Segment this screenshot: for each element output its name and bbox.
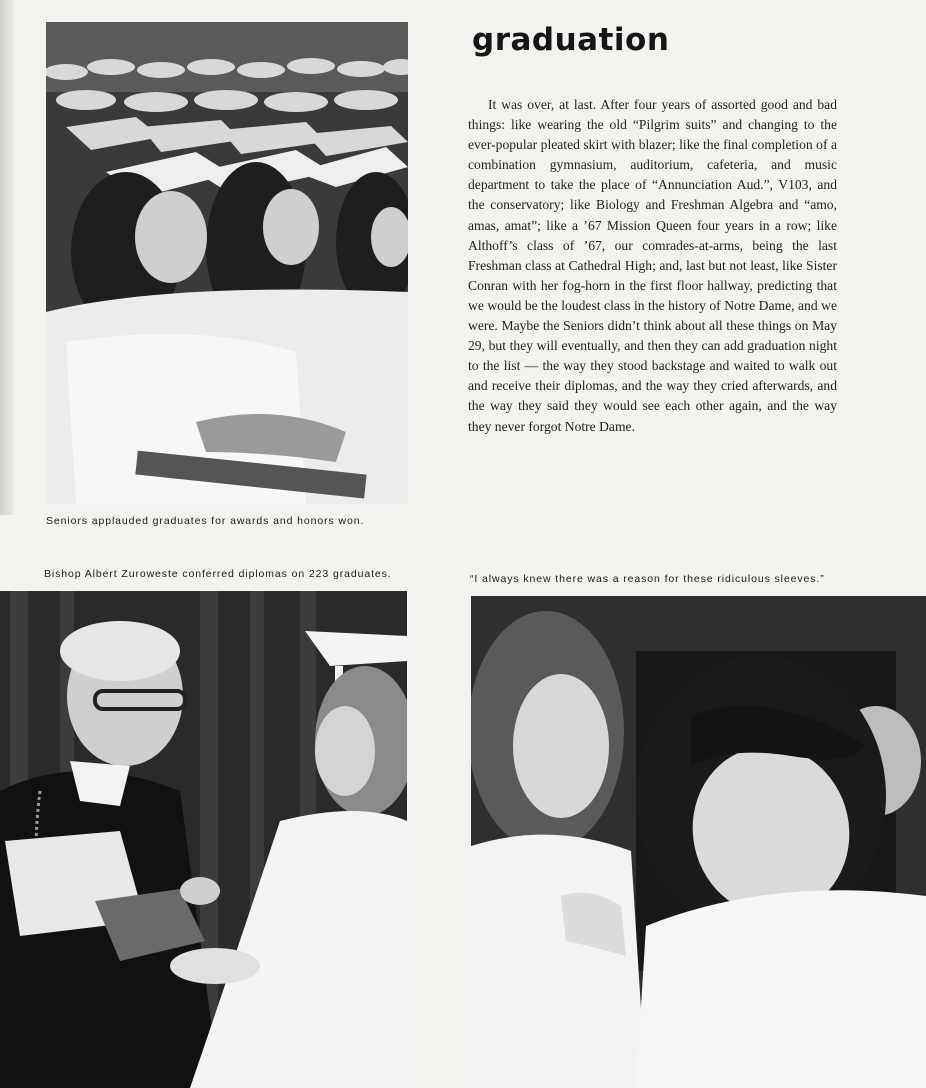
page-edge-shadow [0,0,14,515]
bishop-diploma-photo [0,591,407,1088]
article-text: It was over, at last. After four years of assorted good and bad things: like wearing the old “Pilgrim suits” and changing to the ever-popular pleated skirt with blazer; like the final completion of a combination gymnasium, auditorium, cafeteria, and music department to take the place of “Annunciation Aud.”, V103, and the conservatory; like Biology and Freshman Algebra and “amo, amas, amat”; like a ’67 Mission Queen four years in a row; like Althoff’s class of ’67, our comrades-at-arms, being the last Freshman class at Cathedral High; and, last but not least, like Sister Conran with her fog-horn in the first floor hallway, predicting that we would be the loudest class in the history of Notre Dame, and we were. Maybe the Seniors didn’t think about all these things on May 29, but they will eventually, and then they can add graduation night to the list — the way they stood backstage and waited to walk out and receive their diplomas, and the way they cried afterwards, and the way they said they would see each other again, and the way they never forgot Notre Dame. [468,97,837,434]
seniors-applauding-photo [46,22,408,504]
bishop-photo-caption: Bishop Albert Zuroweste conferred diplomas on 223 graduates. [44,568,392,580]
page-title: graduation [472,22,670,58]
applause-photo-caption: Seniors applauded graduates for awards and honors won. [46,515,365,527]
two-graduates-photo [471,596,926,1088]
sleeves-photo-caption: “I always knew there was a reason for these ridiculous sleeves.” [470,573,825,585]
